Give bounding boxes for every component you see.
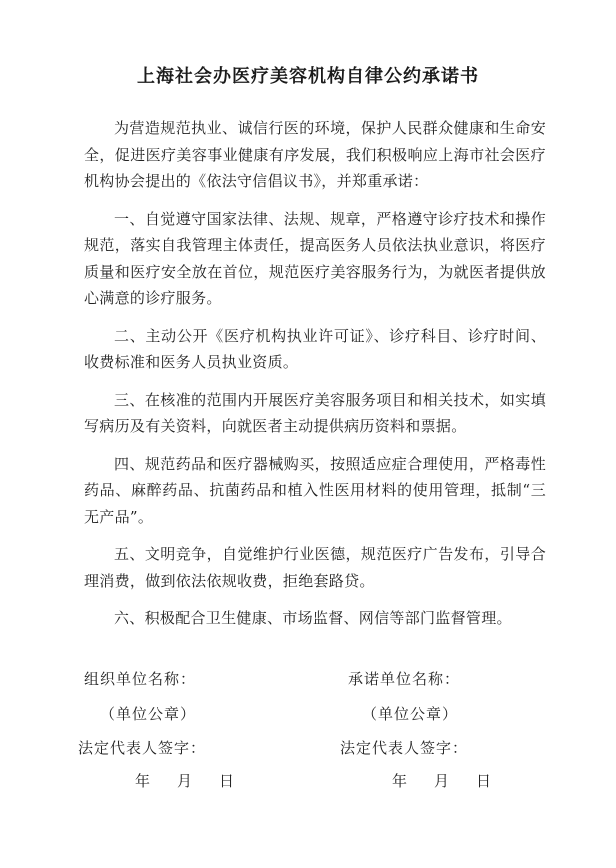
clause-5-paragraph: 五、文明竞争，自觉维护行业医德，规范医疗广告发布，引导合理消费，做到依法依规收费，拒绝套路贷。 — [84, 545, 546, 590]
clause-2-paragraph: 二、主动公开《医疗机构执业许可证》、诊疗科目、诊疗时间、收费标准和医务人员执业资质。 — [84, 326, 546, 371]
promise-date: 年 月 日 — [392, 772, 498, 790]
clause-3-paragraph: 三、在核准的范围内开展医疗美容服务项目和相关技术，如实填写病历及有关资料，向就医者主动提供病历资料和票据。 — [84, 390, 546, 435]
promise-unit-seal: （单位公章） — [362, 705, 459, 723]
org-unit-name-label: 组织单位名称： — [84, 670, 197, 688]
org-legal-rep-signature-label: 法定代表人签字： — [78, 739, 207, 757]
promise-unit-name-label: 承诺单位名称： — [348, 670, 461, 688]
org-date: 年 月 日 — [135, 772, 241, 790]
clause-6-paragraph: 六、积极配合卫生健康、市场监督、网信等部门监督管理。 — [114, 609, 512, 627]
promise-legal-rep-signature-label: 法定代表人签字： — [340, 739, 469, 757]
clause-4-paragraph: 四、规范药品和医疗器械购买，按照适应症合理使用，严格毒性药品、麻醉药品、抗菌药品和植入性医用材料的使用管理，抵制“三无产品”。 — [84, 454, 546, 526]
document-body — [84, 115, 546, 643]
intro-paragraph: 为营造规范执业、诚信行医的环境，保护人民群众健康和生命安全，促进医疗美容事业健康有序发展，我们积极响应上海市社会医疗机构协会提出的《依法守信倡议书》，并郑重承诺： — [84, 119, 546, 190]
clause-1-paragraph: 一、自觉遵守国家法律、法规、规章，严格遵守诊疗技术和操作规范，落实自我管理主体责任，提高医务人员依法执业意识，将医疗质量和医疗安全放在首位，规范医疗美容服务行为，为就医者提供放心满意的诊疗服务。 — [84, 209, 546, 307]
org-unit-seal: （单位公章） — [100, 705, 197, 723]
document-title: 上海社会办医疗美容机构自律公约承诺书 — [137, 66, 479, 87]
